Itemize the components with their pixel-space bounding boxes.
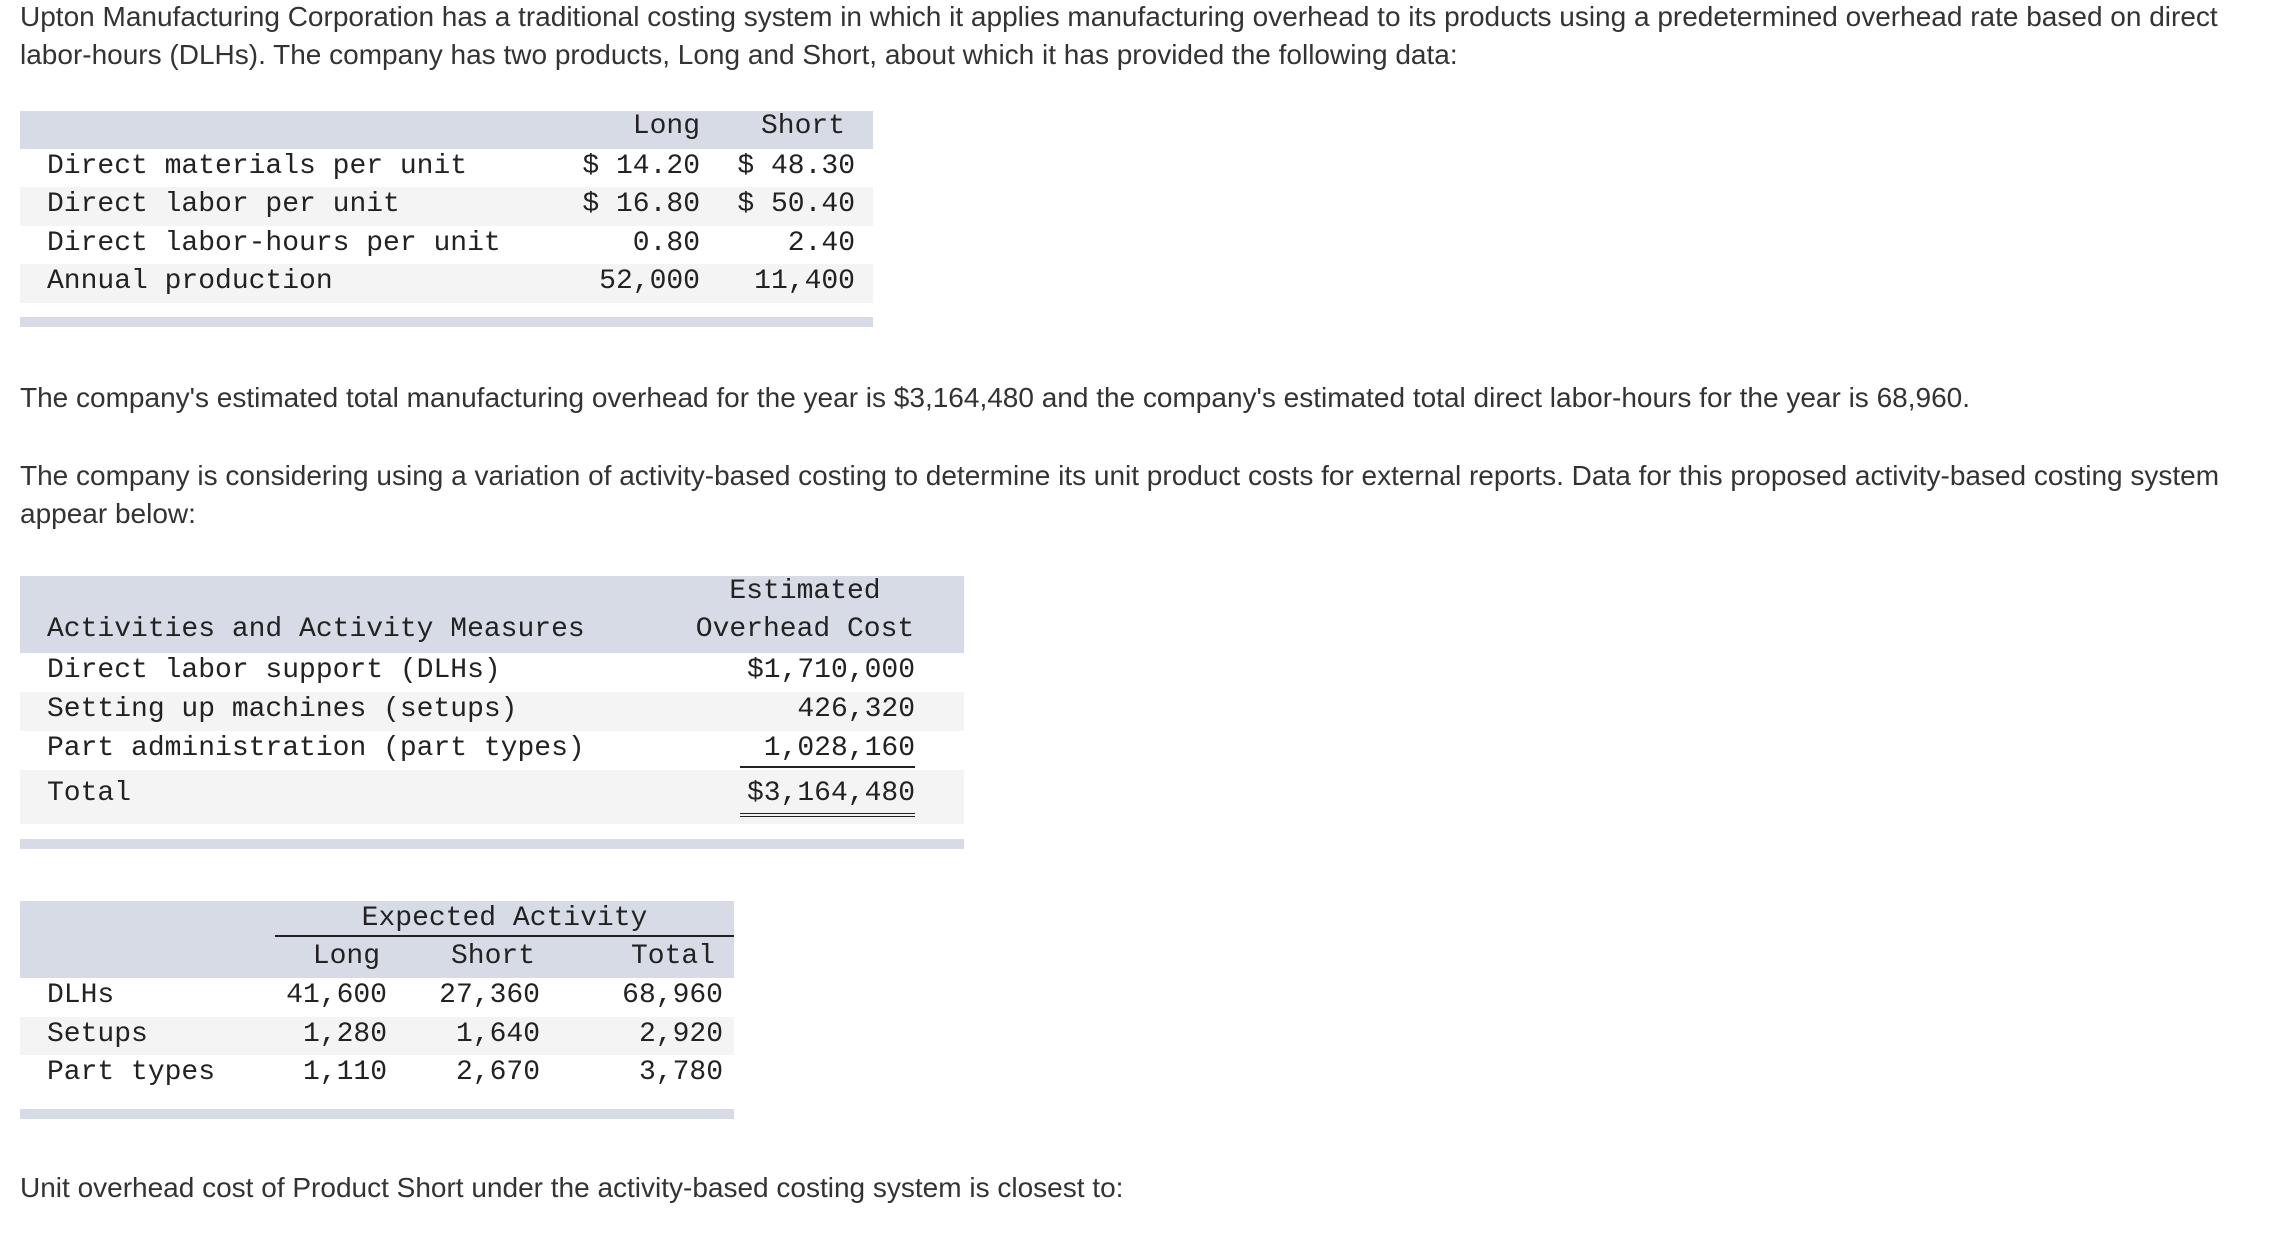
table-row (20, 1017, 734, 1055)
column-header-activities: Activities and Activity Measures (47, 614, 585, 645)
overhead-paragraph: The company's estimated total manufacturing overhead for the year is $3,164,480 and the company's estimated total direct labor-hours for the year is 68,960. (20, 382, 1971, 413)
table-row (20, 226, 873, 264)
row-label: Annual production (47, 266, 333, 297)
table-row (20, 653, 964, 692)
cell-long: $ 14.20 (582, 151, 700, 182)
total-cost: $3,164,480 (740, 778, 915, 817)
row-label: Direct labor support (DLHs) (47, 655, 501, 686)
row-label: Setting up machines (setups) (47, 694, 518, 725)
table-row (20, 978, 734, 1017)
cell-short: 1,640 (455, 1019, 540, 1050)
cell-total: 2,920 (638, 1019, 723, 1050)
cell-total: 3,780 (638, 1057, 723, 1088)
row-label: Part administration (part types) (47, 733, 585, 764)
cell-long: 52,000 (599, 266, 700, 297)
table-footer-bar (20, 1109, 734, 1119)
cell-cost: 1,028,160 (740, 733, 915, 768)
table-row (20, 264, 873, 303)
column-header-cost-line1: Estimated (729, 576, 881, 607)
row-label: Direct materials per unit (47, 151, 468, 182)
column-header-cost-line2: Overhead Cost (695, 614, 915, 645)
question-paragraph: Unit overhead cost of Product Short under the activity-based costing system is closest to: (20, 1172, 1124, 1203)
product-data-table (20, 111, 873, 327)
table-footer-bar (20, 317, 873, 327)
expected-activity-table (20, 901, 734, 1119)
cell-long: 0.80 (632, 228, 700, 259)
row-label: Setups (47, 1019, 148, 1050)
column-header-total: Total (630, 941, 715, 972)
cell-long: 1,280 (302, 1019, 387, 1050)
table-row (20, 149, 873, 187)
table-row (20, 731, 964, 770)
table-row (20, 1055, 734, 1094)
cell-long: $ 16.80 (582, 189, 700, 220)
cell-short: $ 50.40 (737, 189, 855, 220)
cell-short: 2.40 (787, 228, 855, 259)
table-row (20, 692, 964, 731)
intro-paragraph: Upton Manufacturing Corporation has a traditional costing system in which it applies manufacturing overhead to its products using a predetermined overhead rate based on direct labor-hours (DLHs). The company has two products, Long and Short, about which it has provided the following data: (20, 1, 2218, 70)
table-footer-bar (20, 839, 964, 849)
column-header-short: Short (450, 941, 535, 972)
cell-long: 41,600 (286, 980, 387, 1011)
activity-cost-table (20, 576, 964, 849)
table-header-row (20, 901, 734, 978)
cell-short: 2,670 (455, 1057, 540, 1088)
row-label: Direct labor per unit (47, 189, 400, 220)
row-label: Direct labor-hours per unit (47, 228, 501, 259)
cell-cost: $1,710,000 (746, 655, 915, 686)
total-label: Total (47, 778, 132, 809)
cell-short: $ 48.30 (737, 151, 855, 182)
group-header-expected-activity: Expected Activity (275, 903, 734, 937)
cell-total: 68,960 (622, 980, 723, 1011)
table-row (20, 187, 873, 226)
row-label: Part types (47, 1057, 216, 1088)
table-total-row (20, 770, 964, 824)
cell-cost: 426,320 (797, 694, 915, 725)
column-header-long: Long (632, 111, 700, 142)
table-header-row (20, 576, 964, 653)
column-header-long: Long (312, 941, 380, 972)
table-header-row (20, 111, 873, 149)
cell-long: 1,110 (302, 1057, 387, 1088)
column-header-short: Short (760, 111, 845, 142)
cell-short: 27,360 (439, 980, 540, 1011)
row-label: DLHs (47, 980, 115, 1011)
cell-short: 11,400 (754, 266, 855, 297)
abc-intro-paragraph: The company is considering using a variation of activity-based costing to determine its unit product costs for external reports. Data for this proposed activity-based costing system appear below: (20, 460, 2220, 529)
